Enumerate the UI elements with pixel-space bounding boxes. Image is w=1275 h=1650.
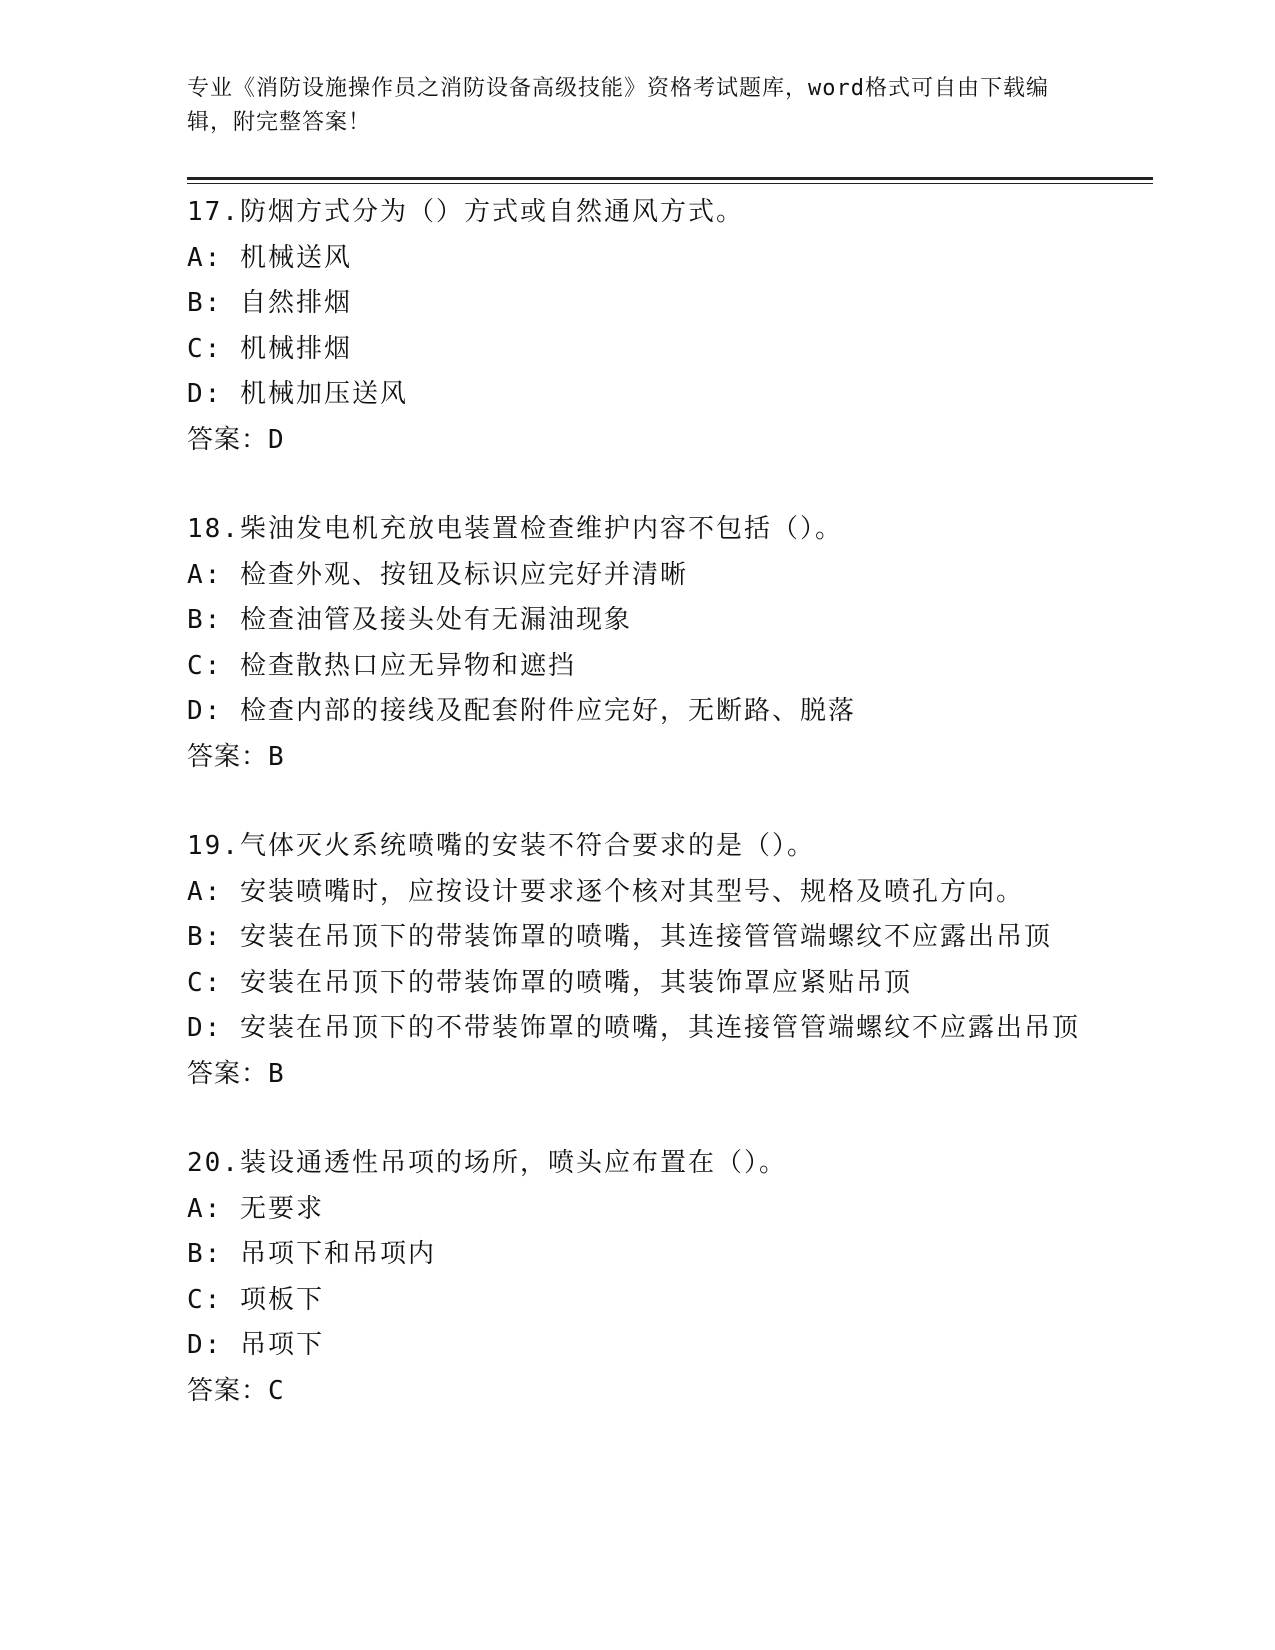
answer-line: 答案：B xyxy=(187,1058,285,1089)
document-header: 专业《消防设施操作员之消防设备高级技能》资格考试题库，word格式可自由下载编辑，附完整答案！ xyxy=(187,76,1049,135)
header-divider-thin xyxy=(187,183,1153,184)
option-a: A: 检查外观、按钮及标识应完好并清晰 xyxy=(187,559,688,590)
option-a: A: 机械送风 xyxy=(187,242,352,273)
option-c: C: 项板下 xyxy=(187,1284,324,1315)
question-19 xyxy=(187,824,1087,1097)
answer-line: 答案：D xyxy=(187,424,285,455)
question-18 xyxy=(187,507,1087,780)
header-divider-thick xyxy=(187,177,1153,180)
question-stem: 19.气体灭火系统喷嘴的安装不符合要求的是（）。 xyxy=(187,831,815,861)
option-b: B: 检查油管及接头处有无漏油现象 xyxy=(187,605,632,635)
option-a: A: 无要求 xyxy=(187,1193,324,1224)
answer-line: 答案：C xyxy=(187,1375,285,1406)
question-stem: 18.柴油发电机充放电装置检查维护内容不包括（）。 xyxy=(187,514,843,544)
option-d: D: 机械加压送风 xyxy=(187,379,408,409)
option-c: C: 机械排烟 xyxy=(187,333,352,364)
option-d: D: 吊项下 xyxy=(187,1330,324,1360)
question-stem: 20.装设通透性吊项的场所，喷头应布置在（）。 xyxy=(187,1148,787,1178)
question-17 xyxy=(187,190,1087,463)
option-c: C: 检查散热口应无异物和遮挡 xyxy=(187,650,576,681)
option-b: B: 安装在吊顶下的带装饰罩的喷嘴，其连接管管端螺纹不应露出吊顶 xyxy=(187,922,1052,952)
option-d: D: 安装在吊顶下的不带装饰罩的喷嘴，其连接管管端螺纹不应露出吊顶 xyxy=(187,1013,1080,1043)
option-a: A: 安装喷嘴时，应按设计要求逐个核对其型号、规格及喷孔方向。 xyxy=(187,876,1024,907)
question-stem: 17.防烟方式分为（）方式或自然通风方式。 xyxy=(187,197,744,227)
question-list xyxy=(187,190,1087,1458)
option-b: B: 吊项下和吊项内 xyxy=(187,1239,436,1269)
option-c: C: 安装在吊顶下的带装饰罩的喷嘴，其装饰罩应紧贴吊顶 xyxy=(187,967,912,998)
option-b: B: 自然排烟 xyxy=(187,288,352,318)
question-20 xyxy=(187,1141,1087,1414)
answer-line: 答案：B xyxy=(187,741,285,772)
option-d: D: 检查内部的接线及配套附件应完好，无断路、脱落 xyxy=(187,696,856,726)
